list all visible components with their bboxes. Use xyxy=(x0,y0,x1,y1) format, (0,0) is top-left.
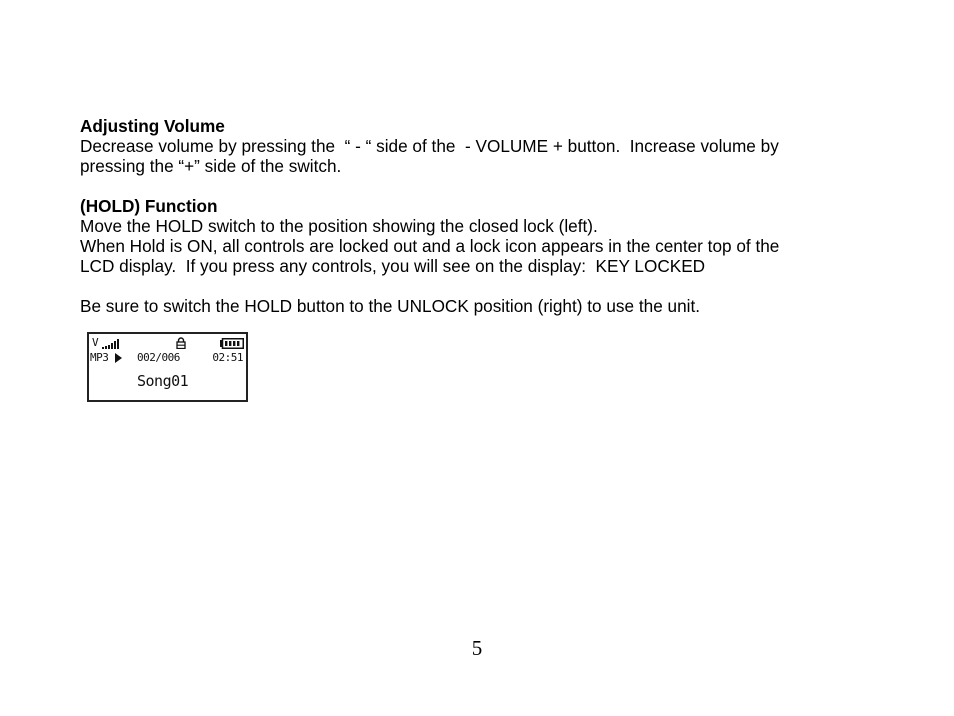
unlock-note: Be sure to switch the HOLD button to the UNLOCK position (right) to use the unit. xyxy=(80,296,701,316)
volume-bars-icon xyxy=(102,339,122,349)
volume-line-1: Decrease volume by pressing the “ - “ side of the - VOLUME + button. Increase volume by xyxy=(80,136,779,156)
lcd-track-row xyxy=(90,351,245,365)
battery-icon xyxy=(220,338,244,349)
play-icon xyxy=(115,353,122,363)
page-number: 5 xyxy=(471,636,483,660)
lcd-display-figure xyxy=(87,332,248,402)
paragraph-gap xyxy=(80,276,900,296)
hold-line-2: When Hold is ON, all controls are locked out and a lock icon appears in the center top of the xyxy=(80,236,780,256)
volume-label: V xyxy=(92,336,99,349)
hold-line-3: LCD display. If you press any controls, you will see on the display: KEY LOCKED xyxy=(80,256,706,276)
elapsed-time: 02:51 xyxy=(212,351,243,364)
paragraph-gap xyxy=(80,176,900,196)
manual-text xyxy=(80,116,900,316)
volume-line-2: pressing the “+” side of the switch. xyxy=(80,156,342,176)
hold-heading: (HOLD) Function xyxy=(80,196,218,216)
lock-icon xyxy=(176,337,186,349)
track-counter: 002/006 xyxy=(137,351,180,364)
hold-line-1: Move the HOLD switch to the position showing the closed lock (left). xyxy=(80,216,598,236)
lcd-status-row xyxy=(92,336,245,350)
volume-heading: Adjusting Volume xyxy=(80,116,225,136)
song-title: Song01 xyxy=(137,372,189,390)
format-label: MP3 xyxy=(90,351,109,364)
